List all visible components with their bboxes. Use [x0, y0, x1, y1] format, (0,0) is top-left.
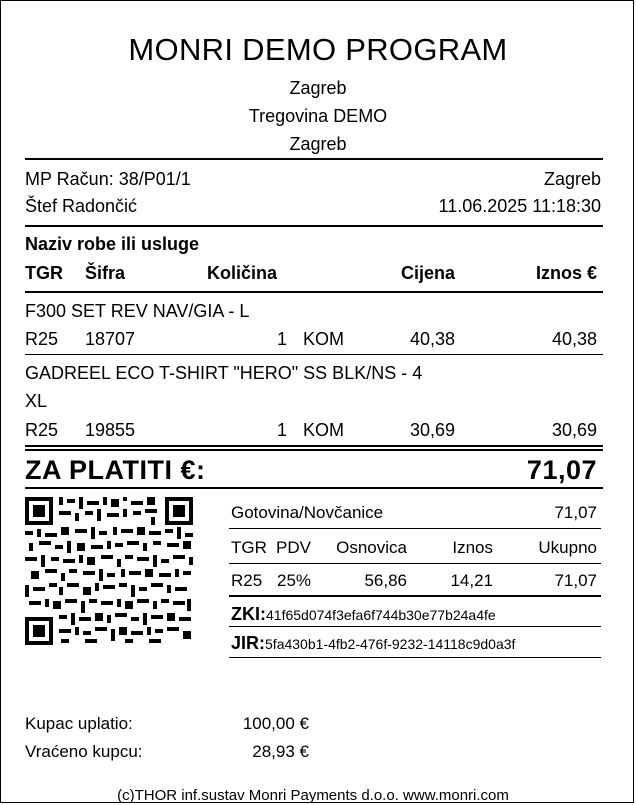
returned-amount: 28,93 €	[252, 742, 309, 761]
footer-text: (c)THOR inf.sustav Monri Payments d.o.o. www.monri.com	[117, 787, 509, 804]
item-amount: 30,69	[551, 420, 597, 440]
tax-row-total: 71,07	[554, 571, 597, 590]
receipt-title: MONRI DEMO PROGRAM	[128, 32, 508, 67]
qr-code	[25, 497, 193, 645]
item-quantity: 1	[276, 329, 287, 349]
divider	[25, 225, 603, 227]
item-name: F300 SET REV NAV/GIA - L	[25, 301, 250, 321]
divider	[229, 595, 601, 597]
zki-label: ZKI:	[231, 604, 266, 624]
column-tgr: TGR	[25, 263, 63, 283]
jir-value: 5fa430b1-4fb2-476f-9232-14118c9d0a3f	[265, 636, 516, 652]
header-city-2: Zagreb	[289, 134, 347, 154]
divider	[25, 487, 603, 489]
item-tax-group: R25	[25, 329, 59, 349]
tax-column-group: TGR	[231, 538, 267, 557]
column-amount: Iznos €	[535, 263, 597, 283]
divider	[229, 626, 601, 627]
total-label: ZA PLATITI €:	[25, 455, 206, 485]
items-section-label: Naziv robe ili usluge	[25, 234, 200, 254]
total-value: 71,07	[526, 455, 597, 485]
paid-label: Kupac uplatio:	[25, 714, 133, 733]
jir-label: JIR:	[231, 633, 266, 653]
payment-amount: 71,07	[554, 503, 597, 522]
zki-row	[231, 604, 496, 625]
column-price: Cijena	[400, 263, 455, 283]
payment-method: Gotovina/Novčanice	[231, 503, 384, 522]
divider	[229, 563, 601, 564]
tax-column-total: Ukupno	[538, 538, 597, 557]
item-price: 40,38	[409, 329, 455, 349]
divider	[229, 528, 601, 529]
tax-column-amount: Iznos	[452, 538, 493, 557]
column-quantity: Količina	[207, 263, 278, 283]
tax-row-group: R25	[231, 571, 263, 590]
column-code: Šifra	[85, 263, 126, 283]
tax-column-rate: PDV	[276, 538, 311, 557]
invoice-datetime: 11.06.2025 11:18:30	[438, 196, 601, 216]
item-name: GADREEL ECO T-SHIRT "HERO" SS BLK/NS - 4	[25, 363, 423, 383]
divider	[25, 158, 603, 160]
tax-column-base: Osnovica	[336, 538, 407, 557]
item-name-continued: XL	[25, 391, 48, 411]
item-unit: KOM	[303, 329, 345, 349]
invoice-number: MP Račun: 38/P01/1	[25, 169, 191, 189]
invoice-place: Zagreb	[543, 169, 601, 189]
tax-row-rate: 25%	[277, 571, 312, 590]
item-tax-group: R25	[25, 420, 59, 440]
item-unit: KOM	[303, 420, 345, 440]
item-code: 19855	[85, 420, 136, 440]
tax-row-base: 56,86	[364, 571, 407, 590]
divider	[25, 445, 603, 447]
item-quantity: 1	[276, 420, 287, 440]
header-store: Tregovina DEMO	[248, 106, 388, 126]
item-price: 30,69	[409, 420, 455, 440]
jir-row	[231, 633, 515, 654]
invoice-operator: Štef Radončić	[25, 196, 138, 216]
paid-amount: 100,00 €	[242, 714, 309, 733]
returned-label: Vraćeno kupcu:	[25, 742, 143, 761]
tax-row-amount: 14,21	[450, 571, 493, 590]
divider	[25, 449, 603, 451]
divider	[25, 291, 603, 293]
item-code: 18707	[85, 329, 136, 349]
zki-value: 41f65d074f3efa6f744b30e77b24a4fe	[266, 607, 496, 623]
divider	[229, 657, 601, 658]
item-amount: 40,38	[551, 329, 597, 349]
header-city: Zagreb	[289, 78, 347, 98]
divider	[25, 354, 603, 355]
